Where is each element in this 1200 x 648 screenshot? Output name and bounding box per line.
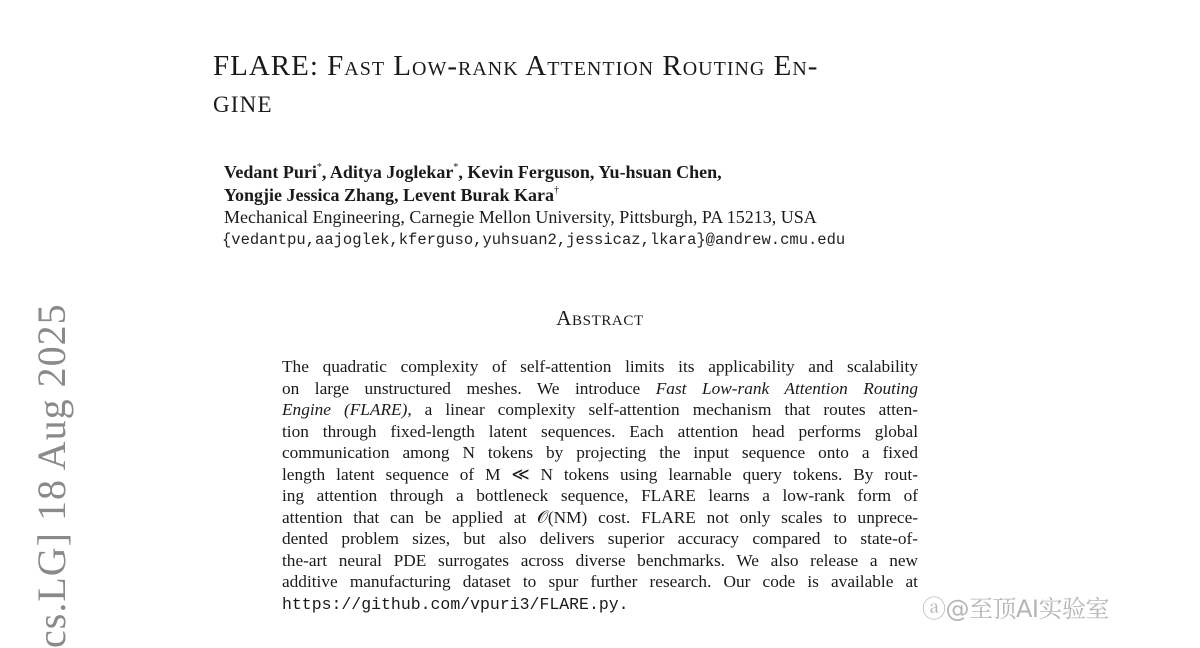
abstract-line: tion through fixed-length latent sequences. Each attention head performs global xyxy=(282,421,918,441)
abstract-text: on large unstructured meshes. We introduce xyxy=(282,378,656,398)
title-text-2: GINE xyxy=(213,92,273,117)
abstract-body xyxy=(282,356,918,615)
title-text-1: FLARE: Fast Low-rank Attention Routing En- xyxy=(213,50,819,82)
abstract-emphasis: Fast Low-rank Attention Routing xyxy=(655,378,918,398)
abstract-line: ing attention through a bottleneck sequence, FLARE learns a low-rank form of xyxy=(282,486,918,505)
abstract-line: attention that can be applied at 𝒪(NM) cost. FLARE not only scales to unprece- xyxy=(282,507,918,527)
abstract-line xyxy=(282,378,918,400)
abstract-line: additive manufacturing dataset to spur further research. Our code is available at xyxy=(282,572,918,591)
equal-contribution-mark: * xyxy=(316,162,322,173)
author-name: , Aditya Joglekar xyxy=(321,162,454,182)
authors-line-2 xyxy=(224,185,559,206)
abstract-text: , a linear complexity self-attention mechanism that routes atten- xyxy=(407,400,918,419)
code-link[interactable]: https://github.com/vpuri3/FLARE.py. xyxy=(282,594,629,614)
paper-title-line-1 xyxy=(213,50,818,83)
author-name: , Levent Burak Kara xyxy=(394,185,555,205)
watermark: ⓐ@至顶AI实验室 xyxy=(922,595,1109,623)
equal-contribution-mark: * xyxy=(453,162,459,173)
affiliation: Mechanical Engineering, Carnegie Mellon University, Pittsburgh, PA 15213, USA xyxy=(224,207,817,227)
abstract-line: length latent sequence of M ≪ N tokens using learnable query tokens. By rout- xyxy=(282,464,918,484)
author-name: Yongjie Jessica Zhang xyxy=(224,185,395,205)
corresponding-author-mark: † xyxy=(554,185,560,196)
author-name: Vedant Puri xyxy=(224,162,317,182)
abstract-line xyxy=(282,399,918,421)
authors-line-1 xyxy=(224,162,722,183)
abstract-heading xyxy=(0,306,1200,331)
abstract-emphasis: Engine (FLARE) xyxy=(282,400,408,419)
abstract-line: dented problem sizes, but also delivers superior accuracy compared to state-of- xyxy=(282,529,918,548)
arxiv-identifier: cs.LG] 18 Aug 2025 xyxy=(29,303,74,648)
abstract-line: communication among N tokens by projecting the input sequence onto a fixed xyxy=(282,443,918,462)
paper-title-line-2 xyxy=(213,92,273,118)
abstract-line: the-art neural PDE surrogates across diverse benchmarks. We also release a new xyxy=(282,550,918,570)
author-emails: {vedantpu,aajoglek,kferguso,yuhsuan2,jessicaz,lkara}@andrew.cmu.edu xyxy=(222,231,846,249)
abstract-line: The quadratic complexity of self-attention limits its applicability and scalability xyxy=(282,357,918,376)
abstract-heading-text: Abstract xyxy=(556,306,644,330)
author-names: , Kevin Ferguson, Yu-hsuan Chen, xyxy=(458,162,722,182)
